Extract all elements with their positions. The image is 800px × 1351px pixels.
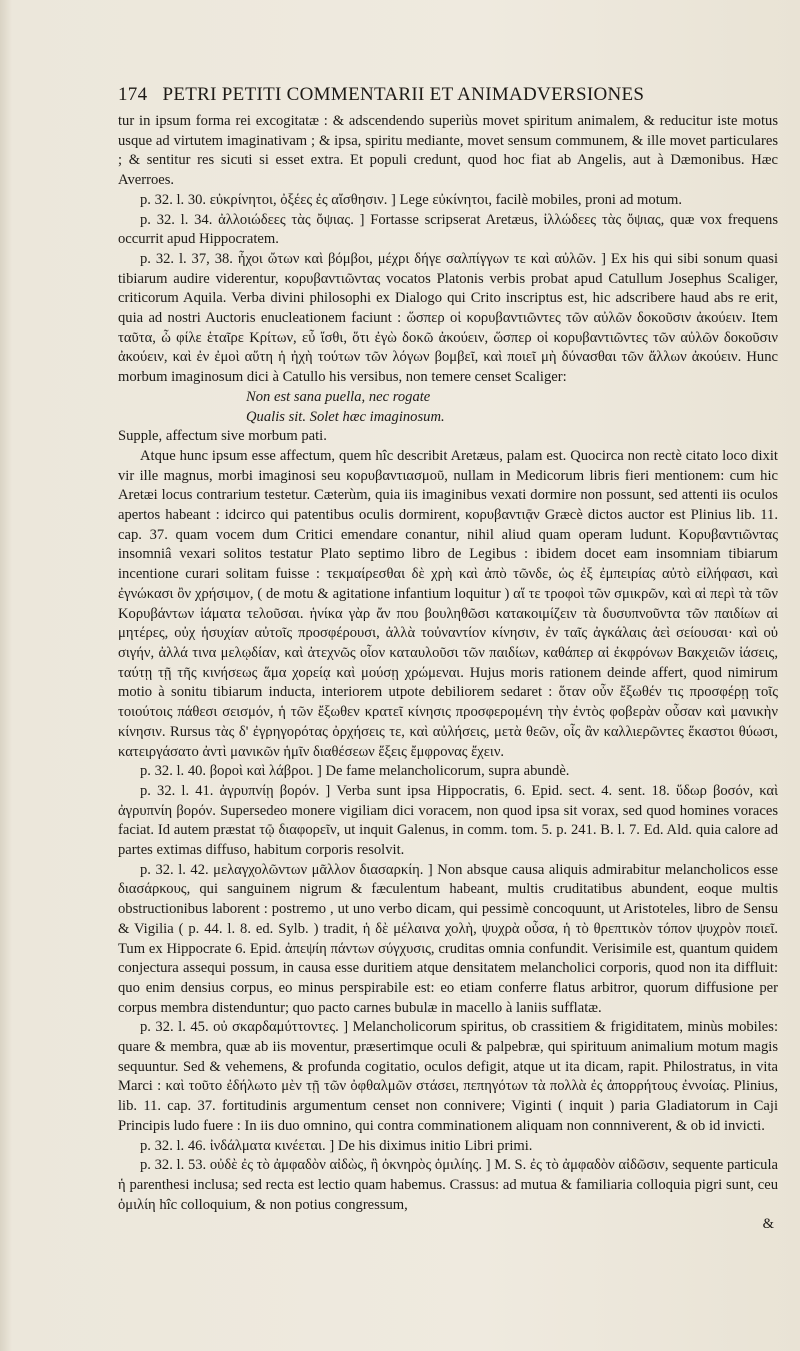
verse-line-2: Qualis sit. Solet hæc imaginosum.	[246, 408, 445, 425]
note-l46: p. 32. l. 46. ἰνδάλματα κινέεται. ] De his diximus initio Libri primi.	[140, 1137, 533, 1154]
note-l34: p. 32. l. 34. ἀλλοιώδεες τὰς ὄψιας. ] Fortasse scripserat Aretæus, ἰλλώδεες τὰς ὄψιας, quæ vox frequens occurrit apud Hippocratem.	[118, 211, 778, 248]
running-title: PETRI PETITI COMMENTARII ET ANIMADVERSIONES	[162, 84, 645, 105]
paragraph-supple: Supple, affectum sive morbum pati.	[118, 428, 327, 445]
paragraph-averroes: tur in ipsum forma rei excogitatæ : & adscendendo superiùs movet spiritum animalem, & reducitur iste motus usque ad virtutem imaginativam ; & ipsa, spiritu mediante, movet sensum communem, & ille movet particulares ; & sentitur res sicuti si esset extra. Et populi credunt, quod hoc fiat ab Angelis, aut à Dæmonibus. Hæc Averroes.	[118, 113, 778, 189]
paragraph-aretaeus: Atque hunc ipsum esse affectum, quem hîc describit Aretæus, palam est. Quocirca non rectè citato loco dixit vir ille magnus, morbi imaginosi seu κορυβαντιασμοῦ, nullam in Medicorum libris fieri mentionem: cum hic Aretæi locus contrarium testetur. Cæterùm, quia iis imaginibus vexati dormire non possunt, sed attenti iis oculos apertos habeant : idcirco qui patentibus oculis dormirent, κορυβαντιᾷν Græcè dictos auctor est Plinius lib. 11. cap. 37. quam vocem dum Critici emendare conantur, nihil aliud quam operam ludunt. Κορυβαντιῶντας insomniâ vexari solitos testatur Plato septimo libro de Legibus : ibidem docet eam insomniam tibiarum incentione curari solitam fuisse : τεκμαίρεσθαι δὲ χρὴ καὶ ἀπὸ τῶνδε, ὡς ἐξ ἐμπειρίας αὐτὸ εἰλήφασι, καὶ ἐγνώκασι ὂν χρήσιμον, ( de motu & agitatione infantium loquitur ) αἵ τε τροφοὶ τῶν σμικρῶν, καὶ αἱ περὶ τὰ τῶν Κορυβάντων ἰάματα τελοῦσαι. ἡνίκα γὰρ ἄν που βουληθῶσι κατακοιμίζειν τὰ δυσυπνοῦντα τῶν παιδίων αἱ μητέρες, οὐχ ἡσυχίαν αὐτοῖς προσφέρουσι, ἀλλὰ τοὐναντίον κίνησιν, ἐν ταῖς ἀγκάλαις ἀεὶ σείουσαι· καὶ οὐ σιγήν, ἀλλά τινα μελῳδίαν, καὶ ἀτεχνῶς οἷον καταυλοῦσι τῶν παιδίων, καθάπερ αἱ ἐκφρόνων Βακχειῶν ἰάσεις, ταύτῃ τῇ τῆς κινήσεως ἅμα χορείᾳ καὶ μούσῃ χρώμεναι. Hujus moris rationem deinde affert, quod nimirum motio à sonitu tibiarum inducta, interiorem utpote debiliorem sedaret : ὅταν οὖν ἔξωθέν τις προσφέρῃ τοῖς τοιούτοις πάθεσι σεισμόν, ἡ τῶν ἔξωθεν κρατεῖ κίνησις προσφερομένη τὴν ἐντὸς φοβερὰν οὖσαν καὶ μανικὴν κίνησιν. Rursus τὰς δ' ἐγρηγορότας ὀρχήσεις τε, καὶ αὐλήσεις, μετὰ θεῶν, οἷς ἂν καλλιερῶντες ἕκαστοι θύωσι, κατειργάσατο ἀντὶ μανικῶν ἡμῖν διαθέσεων ἕξεις ἔμφρονας ἔχειν.	[118, 447, 778, 760]
note-l30: p. 32. l. 30. εὐκρίνητοι, ὀξέες ἐς αἴσθησιν. ] Lege εὐκίνητοι, facilè mobiles, proni ad motum.	[140, 191, 683, 208]
note-l40: p. 32. l. 40. βοροὶ καὶ λάβροι. ] De fame melancholicorum, supra abundè.	[140, 763, 570, 780]
running-header	[118, 84, 740, 106]
note-l37-38: p. 32. l. 37, 38. ἦχοι ὤτων καὶ βόμβοι, μέχρι δήγε σαλπίγγων τε καὶ αὐλῶν. ] Ex his qui sibi sonum quasi tibiarum audire viderentur, κορυβαντιῶντας vocatos Platonis verbis probat apud Catullum Josephus Scaliger, criticorum Aquila. Verba divini philosophi ex Dialogo qui Crito inscriptus est, hic adscribere haud abs re erit, quia ad nostri Auctoris enucleationem faciunt : ὥσπερ οἱ κορυβαντιῶντες τῶν αὐλῶν δοκοῦσιν ἀκούειν. Item ταῦτα, ὦ φίλε ἑταῖρε Κρίτων, εὖ ἴσθι, ὅτι ἐγὼ δοκῶ ἀκούειν, ὥσπερ οἱ κορυβαντιῶντες τῶν αὐλῶν δοκοῦσιν ἀκούειν, καὶ ἐν ἐμοὶ αὕτη ἡ ἠχὴ τούτων τῶν λόγων βομβεῖ, καὶ ποιεῖ μὴ δύνασθαι τῶν ἄλλων ἀκούειν. Hunc morbum imaginosum dici à Catullo his versibus, non temere censet Scaliger:	[118, 250, 778, 386]
note-l53: p. 32. l. 53. οὐδὲ ἐς τὸ ἀμφαδὸν αἰδὼς, ἢ ὀκνηρὸς ὁμιλίης. ] M. S. ἐς τὸ ἀμφαδὸν αἰδῶσιν, sequente particula ἡ parenthesi inclusa; sed recta est lectio quam habemus. Crassus: ad mutua & familiaria colloquia pigri sunt, ceu ὁμιλίη hîc colloquium, & non potius congressum,	[118, 1157, 778, 1213]
page-number: 174	[118, 84, 148, 105]
note-l41: p. 32. l. 41. ἀγρυπνίῃ βορόν. ] Verba sunt ipsa Hippocratis, 6. Epid. sect. 4. sent. 18. ὕδωρ βοσόν, καὶ ἀγρυπνίη βορόν. Supersedeo monere vigiliam dici voracem, non quod ipsa sit vorax, sed quod homines voraces faciat. Id autem præstat τῷ διαφορεῖν, ut inquit Galenus, in comm. tom. 5. p. 241. B. l. 7. Ed. Ald. quia calore ad partes extimas diffuso, habitum corporis resolvit.	[118, 782, 778, 859]
note-l45: p. 32. l. 45. οὐ σκαρδαμύττοντες. ] Melancholicorum spiritus, ob crassitiem & frigiditatem, minùs mobiles: quare & membra, quæ ab iis moventur, præsertimque oculi & palpebræ, qui spirituum animalium motum magis sequuntur. Sed & vehemens, & profunda cogitatio, oculos defigit, atque ut ita dicam, rapit. Philostratus, in vita Marci : καὶ τοῦτο ἐδήλωτο μὲν τῇ τῶν ὀφθαλμῶν στάσει, πεπηγότων τὰ πολλὰ ἐς ἀπορρήτους ἐννοίας. Plinius, lib. 11. cap. 37. fortitudinis argumentum censet non connivere; Viginti ( inquit ) paria Gladiatorum in Caji Principis ludo fuere : In iis duo omnino, qui contra comminationem aliquam non connniverent, & ob id invicti.	[118, 1019, 778, 1134]
verse-line-1: Non est sana puella, nec rogate	[246, 388, 431, 405]
page-body	[118, 112, 778, 1235]
catchword: &	[762, 1216, 774, 1233]
note-l42: p. 32. l. 42. μελαγχολῶντων μᾶλλον διασαρκίη. ] Non absque causa aliquis admirabitur melancholicos esse διασάρκους, qui sanguinem nigrum & fæculentum habeant, multis cruditatibus abundent, eoque multis obstructionibus laborent : postremo , ut uno verbo dicam, qui pessimè concoquunt, ut Aristoteles, libro de Sensu & Vigilia ( p. 44. l. 8. ed. Sylb. ) tradit, ἡ δὲ μέλαινα χολὴ, ψυχρὰ οὖσα, ἡ τὸ θρεπτικὸν τόπον ψυχρὸν ποιεῖ. Tum ex Hippocrate 6. Epid. ἀπεψίη πάντων σύγχυσις, cruditas omnia confundit. Verisimile est, quantum quidem conjectura assequi possum, in causa esse duritiem atque densitatem melancholici corporis, quod non ita diffluit: quo enim densius corpus, eo minus perspirabile est: eo etiam conferre flatus arbitror, quorum diffusione per corpus membra distenduntur; quo pacto carnes bubulæ in macello à laniis sufflatæ.	[118, 861, 778, 1016]
